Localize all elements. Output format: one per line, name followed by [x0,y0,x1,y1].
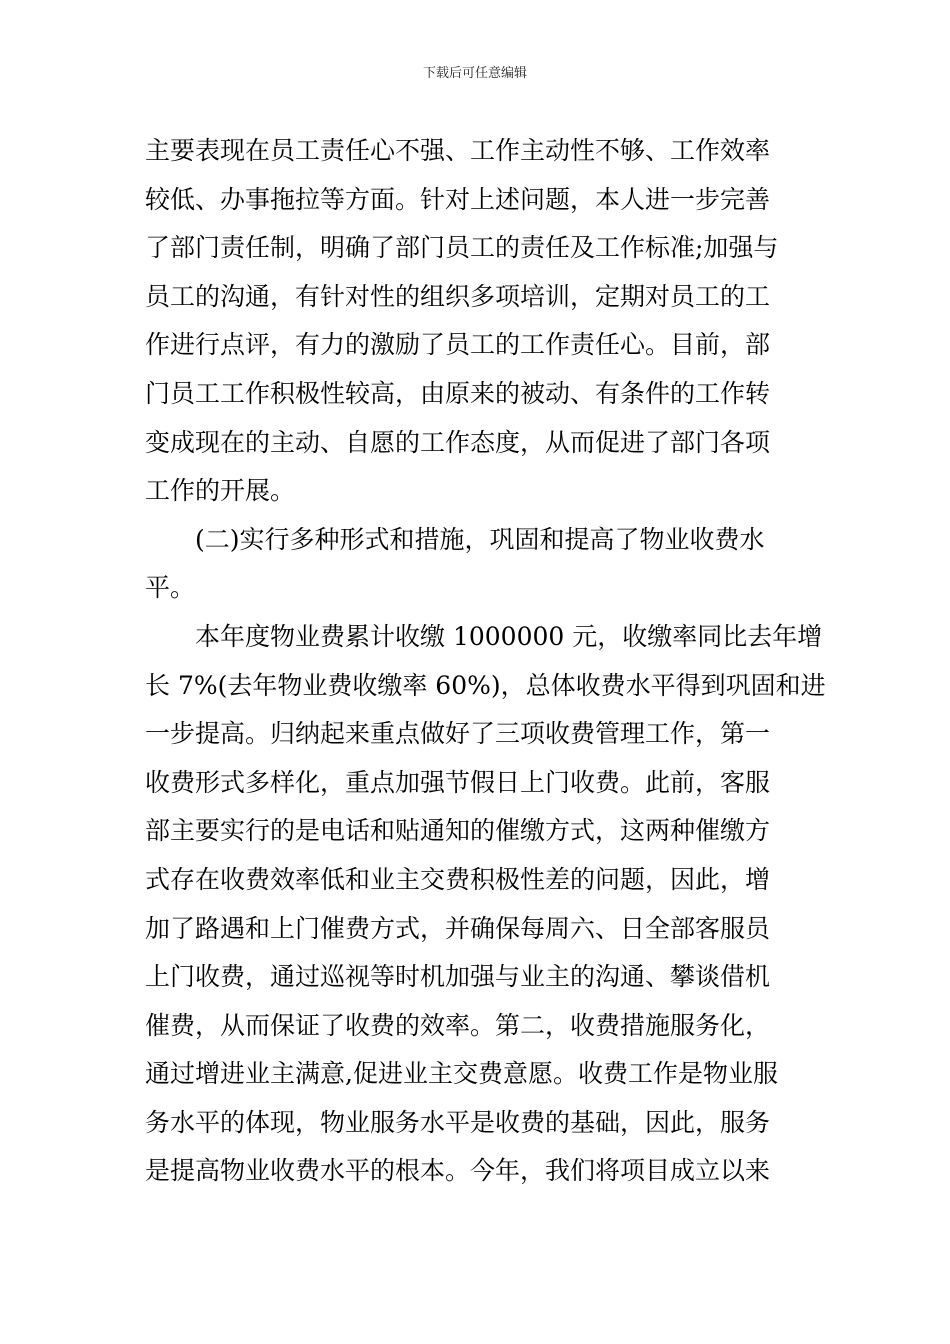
text-line: 了部门责任制，明确了部门员工的责任及工作标准;加强与 [145,233,779,263]
page-header: 下载后可任意编辑 [422,66,527,81]
text-line: 长 7%(去年物业费收缴率 60%)，总体收费水平得到巩固和进 [145,670,826,700]
text-line: 本年度物业费累计收缴 1000000 元，收缴率同比去年增 [195,621,823,651]
text-line: (二)实行多种形式和措施，巩固和提高了物业收费水 [195,524,765,554]
text-line: 主要表现在员工责任心不强、工作主动性不够、工作效率 [145,136,771,165]
text-line: 收费形式多样化，重点加强节假日上门收费。此前，客服 [145,767,771,797]
text-line: 上门收费，通过巡视等时机加强与业主的沟通、攀谈借机 [145,962,771,992]
document-body [145,127,826,1196]
text-line: 式存在收费效率低和业主交费积极性差的问题，因此，增 [145,864,771,894]
text-line: 变成现在的主动、自愿的工作态度，从而促进了部门各项 [145,427,771,457]
text-line: 较低、办事拖拉等方面。针对上述问题，本人进一步完善 [145,184,771,214]
text-line: 平。 [145,573,196,603]
text-line: 员工的沟通，有针对性的组织多项培训，定期对员工的工 [145,281,771,311]
text-line: 部主要实行的是电话和贴通知的催缴方式，这两种催缴方 [145,816,771,846]
text-line: 门员工工作积极性较高，由原来的被动、有条件的工作转 [145,378,771,408]
paragraph-3 [145,613,826,1196]
text-line: 务水平的体现，物业服务水平是收费的基础，因此，服务 [145,1107,771,1137]
text-line: 工作的开展。 [145,476,296,506]
paragraph-2-section-heading [145,516,810,613]
text-line: 是提高物业收费水平的根本。今年，我们将项目成立以来 [145,1156,771,1186]
text-line: 通过增进业主满意,促进业主交费意愿。收费工作是物业服 [145,1059,778,1089]
text-line: 一步提高。归纳起来重点做好了三项收费管理工作，第一 [145,719,771,749]
text-line: 催费，从而保证了收费的效率。第二，收费措施服务化， [145,1010,771,1040]
paragraph-1 [145,127,810,516]
text-line: 作进行点评，有力的激励了员工的工作责任心。目前，部 [145,330,771,360]
text-line: 加了路遇和上门催费方式，并确保每周六、日全部客服员 [145,913,771,943]
